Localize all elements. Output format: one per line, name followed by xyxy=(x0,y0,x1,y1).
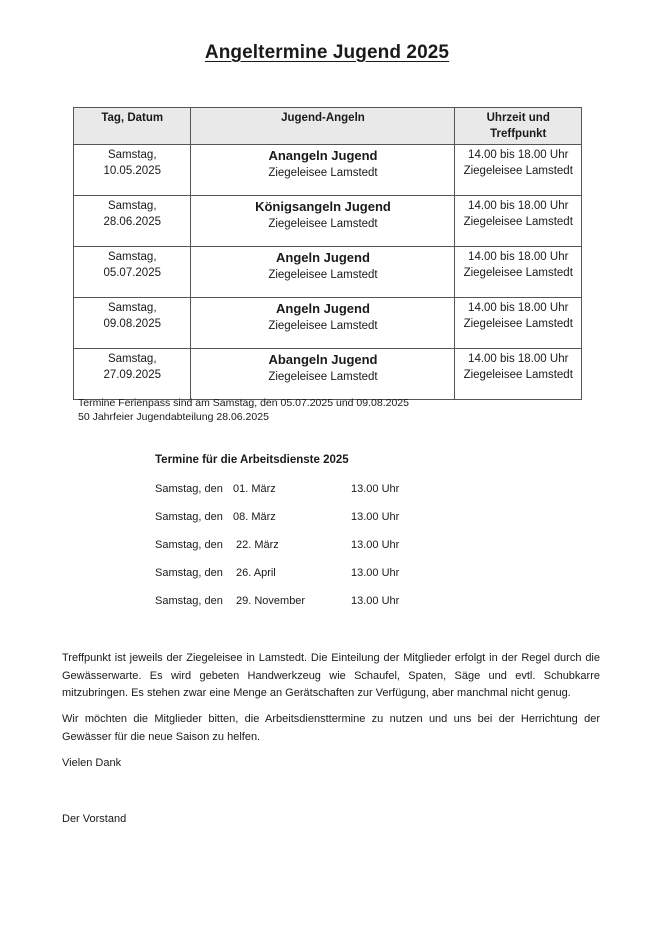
time-cell xyxy=(455,145,582,196)
event-cell xyxy=(191,145,455,196)
header-event: Jugend-Angeln xyxy=(191,108,455,145)
date-cell xyxy=(74,145,191,196)
time-text: 14.00 bis 18.00 Uhr xyxy=(468,302,569,314)
event-location: Ziegeleisee Lamstedt xyxy=(268,320,378,332)
time-cell xyxy=(455,349,582,400)
date-cell xyxy=(74,247,191,298)
event-name: Anangeln Jugend xyxy=(268,148,378,163)
place-text: Ziegeleisee Lamstedt xyxy=(463,318,573,330)
time-text: 14.00 bis 18.00 Uhr xyxy=(468,353,569,365)
work-time: 13.00 Uhr xyxy=(351,595,400,607)
place-text: Ziegeleisee Lamstedt xyxy=(463,165,573,177)
work-day: Samstag, den xyxy=(155,595,223,607)
work-date: 08. März xyxy=(233,511,276,523)
day-text: Samstag, xyxy=(107,200,157,212)
info-paragraph: Treffpunkt ist jeweils der Ziegeleisee in Lamstedt. Die Einteilung der Mitglieder erfolgt in der Regel durch die Gewässerwarte. Es wird gebeten Handwerkzeug wie Schaufel, Spaten, Säge und evtl. Schubkarre mitzubringen. Es stehen zwar eine Menge an Gerätschaften zur Verfügung, aber manchmal nicht genug. xyxy=(62,652,600,699)
date-text: 27.09.2025 xyxy=(103,369,161,381)
event-cell xyxy=(191,247,455,298)
work-date: 22. März xyxy=(236,539,279,551)
table-row xyxy=(74,298,582,349)
event-name: Abangeln Jugend xyxy=(268,352,378,367)
place-text: Ziegeleisee Lamstedt xyxy=(463,216,573,228)
request-paragraph: Wir möchten die Mitglieder bitten, die Arbeitsdiensttermine zu nutzen und uns bei der Herrichtung der Gewässer für die neue Saison zu helfen. xyxy=(62,713,600,743)
place-text: Ziegeleisee Lamstedt xyxy=(463,369,573,381)
table-row xyxy=(74,196,582,247)
work-day: Samstag, den xyxy=(155,483,223,495)
work-day: Samstag, den xyxy=(155,539,223,551)
date-text: 28.06.2025 xyxy=(103,216,161,228)
date-text: 10.05.2025 xyxy=(103,165,161,177)
table-row xyxy=(74,247,582,298)
work-day: Samstag, den xyxy=(155,511,223,523)
time-text: 14.00 bis 18.00 Uhr xyxy=(468,149,569,161)
thanks-text: Vielen Dank xyxy=(62,757,122,769)
work-date: 29. November xyxy=(236,595,306,607)
work-schedule-title: Termine für die Arbeitsdienste 2025 xyxy=(155,454,349,466)
event-cell xyxy=(191,349,455,400)
schedule-table xyxy=(73,107,582,400)
note-ferienpass: Termine Ferienpass sind am Samstag, den 05.07.2025 und 09.08.2025 xyxy=(78,397,409,409)
event-name: Angeln Jugend xyxy=(276,301,370,316)
event-cell xyxy=(191,298,455,349)
date-text: 09.08.2025 xyxy=(103,318,161,330)
time-cell xyxy=(455,247,582,298)
table-row xyxy=(74,145,582,196)
time-cell xyxy=(455,298,582,349)
table-header-row xyxy=(74,108,582,145)
time-text: 14.00 bis 18.00 Uhr xyxy=(468,251,569,263)
signature-text: Der Vorstand xyxy=(62,813,127,825)
date-text: 05.07.2025 xyxy=(103,267,161,279)
work-date: 26. April xyxy=(236,567,276,579)
event-location: Ziegeleisee Lamstedt xyxy=(268,167,378,179)
header-date: Tag, Datum xyxy=(74,108,191,145)
event-cell xyxy=(191,196,455,247)
event-location: Ziegeleisee Lamstedt xyxy=(268,269,378,281)
day-text: Samstag, xyxy=(107,251,157,263)
event-location: Ziegeleisee Lamstedt xyxy=(268,218,378,230)
time-cell xyxy=(455,196,582,247)
work-time: 13.00 Uhr xyxy=(351,483,400,495)
page-title: Angeltermine Jugend 2025 xyxy=(204,42,450,63)
work-day: Samstag, den xyxy=(155,567,223,579)
event-location: Ziegeleisee Lamstedt xyxy=(268,371,378,383)
header-time: Uhrzeit und Treffpunkt xyxy=(455,108,582,145)
event-name: Königsangeln Jugend xyxy=(255,199,391,214)
work-time: 13.00 Uhr xyxy=(351,567,400,579)
day-text: Samstag, xyxy=(107,353,157,365)
notes xyxy=(78,396,409,424)
work-time: 13.00 Uhr xyxy=(351,511,400,523)
work-time: 13.00 Uhr xyxy=(351,539,400,551)
date-cell xyxy=(74,196,191,247)
table-row xyxy=(74,349,582,400)
day-text: Samstag, xyxy=(107,149,157,161)
date-cell xyxy=(74,298,191,349)
day-text: Samstag, xyxy=(107,302,157,314)
event-name: Angeln Jugend xyxy=(276,250,370,265)
work-date: 01. März xyxy=(233,483,276,495)
time-text: 14.00 bis 18.00 Uhr xyxy=(468,200,569,212)
note-anniversary: 50 Jahrfeier Jugendabteilung 28.06.2025 xyxy=(78,411,269,423)
date-cell xyxy=(74,349,191,400)
place-text: Ziegeleisee Lamstedt xyxy=(463,267,573,279)
